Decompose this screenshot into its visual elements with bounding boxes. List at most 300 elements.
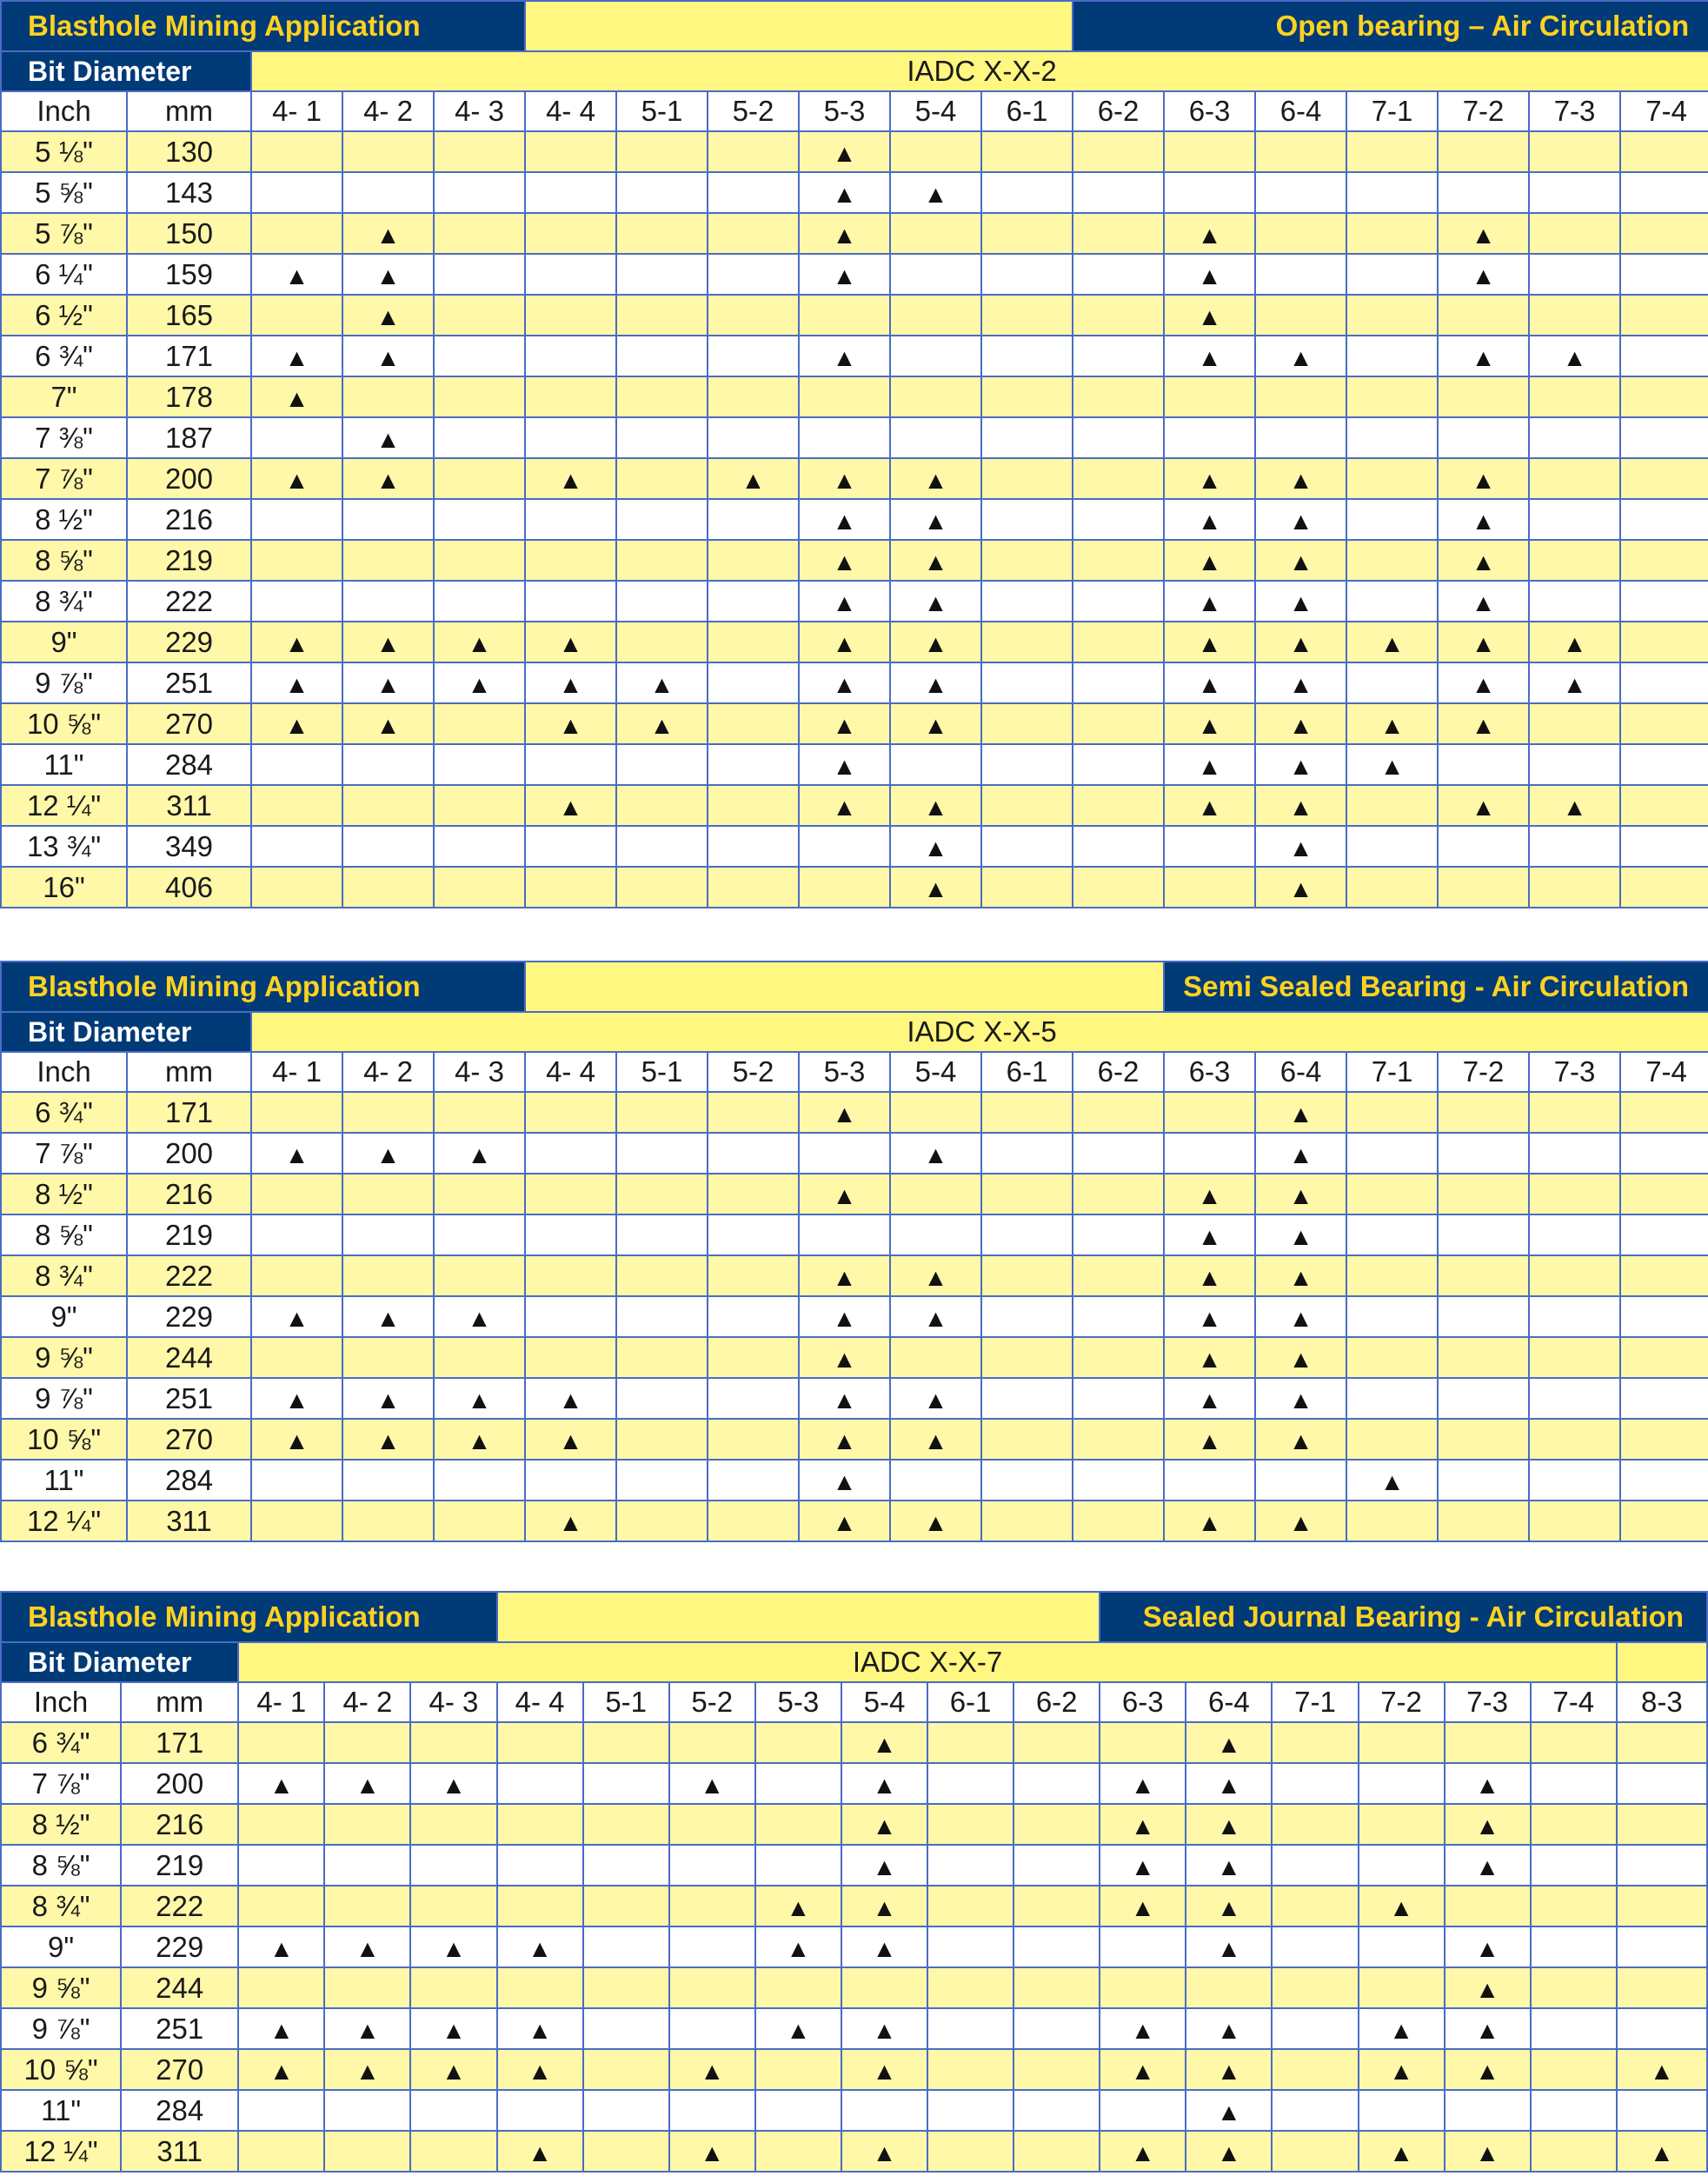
triangle-mark-icon: ▲ bbox=[1197, 1386, 1222, 1414]
triangle-mark-icon: ▲ bbox=[1197, 466, 1222, 494]
availability-cell bbox=[1073, 1337, 1164, 1378]
availability-cell bbox=[1073, 662, 1164, 703]
table-row bbox=[1, 458, 1708, 499]
availability-cell bbox=[1272, 2090, 1358, 2131]
mm-cell: 171 bbox=[127, 1092, 251, 1133]
availability-cell bbox=[616, 1255, 708, 1296]
availability-cell bbox=[1164, 1133, 1255, 1174]
availability-cell bbox=[799, 867, 890, 908]
mm-cell: 406 bbox=[127, 867, 251, 908]
availability-cell bbox=[1620, 1460, 1708, 1501]
triangle-mark-icon: ▲ bbox=[923, 1508, 948, 1536]
availability-cell bbox=[1531, 2008, 1617, 2049]
availability-cell bbox=[616, 581, 708, 622]
mm-cell: 143 bbox=[127, 172, 251, 213]
availability-cell bbox=[583, 1886, 669, 1926]
triangle-mark-icon: ▲ bbox=[923, 834, 948, 862]
inch-cell: 8 ¾" bbox=[1, 581, 127, 622]
availability-cell bbox=[410, 1804, 496, 1845]
triangle-mark-icon: ▲ bbox=[1288, 1181, 1313, 1209]
triangle-mark-icon: ▲ bbox=[649, 711, 675, 739]
triangle-mark-icon: ▲ bbox=[923, 466, 948, 494]
availability-cell bbox=[708, 295, 799, 336]
availability-cell bbox=[841, 2008, 927, 2049]
availability-cell bbox=[1255, 1419, 1346, 1460]
availability-cell bbox=[238, 1967, 324, 2008]
availability-cell bbox=[251, 1255, 342, 1296]
triangle-mark-icon: ▲ bbox=[558, 1427, 583, 1454]
table-row bbox=[1, 662, 1708, 703]
availability-cell bbox=[251, 1174, 342, 1214]
availability-cell bbox=[1529, 622, 1620, 662]
triangle-mark-icon: ▲ bbox=[1475, 2057, 1500, 2085]
availability-cell bbox=[1617, 1845, 1707, 1886]
triangle-mark-icon: ▲ bbox=[1288, 711, 1313, 739]
availability-cell bbox=[890, 458, 981, 499]
table-row bbox=[1, 1214, 1708, 1255]
availability-cell bbox=[799, 172, 890, 213]
iadc-column-header: 8-3 bbox=[1617, 1682, 1707, 1722]
availability-cell bbox=[434, 744, 525, 785]
availability-cell bbox=[525, 662, 616, 703]
mm-cell: 270 bbox=[121, 2049, 238, 2090]
availability-cell bbox=[525, 213, 616, 254]
availability-cell bbox=[434, 1419, 525, 1460]
triangle-mark-icon: ▲ bbox=[528, 1934, 552, 1962]
availability-cell bbox=[525, 867, 616, 908]
availability-cell bbox=[981, 1419, 1073, 1460]
availability-cell bbox=[1100, 1926, 1186, 1967]
triangle-mark-icon: ▲ bbox=[1288, 875, 1313, 902]
iadc-column-header: 5-2 bbox=[669, 1682, 755, 1722]
triangle-mark-icon: ▲ bbox=[1130, 1853, 1155, 1880]
availability-cell bbox=[1531, 1722, 1617, 1763]
availability-cell bbox=[1438, 744, 1529, 785]
availability-cell bbox=[251, 826, 342, 867]
table-row bbox=[1, 1967, 1707, 2008]
availability-cell bbox=[1164, 1337, 1255, 1378]
availability-cell bbox=[1445, 1804, 1531, 1845]
iadc-column-header: 7-1 bbox=[1346, 91, 1438, 131]
table-row bbox=[1, 1845, 1707, 1886]
availability-cell bbox=[1359, 1926, 1445, 1967]
availability-cell bbox=[238, 1886, 324, 1926]
column-header-row bbox=[1, 1052, 1708, 1092]
column-header-row bbox=[1, 1682, 1707, 1722]
availability-cell bbox=[583, 1763, 669, 1804]
triangle-mark-icon: ▲ bbox=[528, 2057, 552, 2085]
availability-cell bbox=[1529, 581, 1620, 622]
triangle-mark-icon: ▲ bbox=[832, 589, 857, 616]
inch-cell: 8 ⅝" bbox=[1, 1845, 121, 1886]
iadc-code-label: IADC X-X-2 bbox=[251, 51, 1708, 91]
triangle-mark-icon: ▲ bbox=[1130, 2139, 1155, 2166]
availability-cell bbox=[1100, 1845, 1186, 1886]
inch-cell: 8 ½" bbox=[1, 1174, 127, 1214]
availability-cell bbox=[251, 213, 342, 254]
availability-cell bbox=[342, 1174, 434, 1214]
iadc-column-header: 7-4 bbox=[1620, 91, 1708, 131]
availability-cell bbox=[525, 254, 616, 295]
availability-cell bbox=[251, 254, 342, 295]
iadc-column-header: 4- 2 bbox=[342, 1052, 434, 1092]
table-row bbox=[1, 213, 1708, 254]
availability-cell bbox=[708, 254, 799, 295]
availability-cell bbox=[1100, 1804, 1186, 1845]
availability-cell bbox=[799, 662, 890, 703]
availability-cell bbox=[1164, 581, 1255, 622]
availability-cell bbox=[434, 867, 525, 908]
availability-cell bbox=[799, 417, 890, 458]
triangle-mark-icon: ▲ bbox=[1217, 2098, 1241, 2126]
availability-cell bbox=[1346, 131, 1438, 172]
availability-cell bbox=[1164, 458, 1255, 499]
triangle-mark-icon: ▲ bbox=[1471, 793, 1496, 821]
availability-cell bbox=[841, 1967, 927, 2008]
table-row bbox=[1, 2049, 1707, 2090]
table-row bbox=[1, 581, 1708, 622]
bit-application-table bbox=[0, 1591, 1708, 2173]
availability-cell bbox=[1346, 458, 1438, 499]
availability-cell bbox=[890, 499, 981, 540]
availability-cell bbox=[1529, 1296, 1620, 1337]
availability-cell bbox=[1617, 2008, 1707, 2049]
triangle-mark-icon: ▲ bbox=[832, 466, 857, 494]
availability-cell bbox=[1438, 376, 1529, 417]
availability-cell bbox=[799, 581, 890, 622]
availability-cell bbox=[238, 1845, 324, 1886]
availability-cell bbox=[1073, 1255, 1164, 1296]
availability-cell bbox=[1445, 1886, 1531, 1926]
triangle-mark-icon: ▲ bbox=[872, 1730, 897, 1758]
availability-cell bbox=[1164, 1092, 1255, 1133]
availability-cell bbox=[525, 540, 616, 581]
availability-cell bbox=[1438, 1419, 1529, 1460]
availability-cell bbox=[1255, 826, 1346, 867]
availability-cell bbox=[1531, 1926, 1617, 1967]
availability-cell bbox=[497, 2090, 583, 2131]
availability-cell bbox=[1186, 1886, 1272, 1926]
availability-cell bbox=[410, 1763, 496, 1804]
triangle-mark-icon: ▲ bbox=[1288, 1304, 1313, 1332]
availability-cell bbox=[927, 1804, 1014, 1845]
availability-cell bbox=[1073, 1214, 1164, 1255]
triangle-mark-icon: ▲ bbox=[1475, 1934, 1500, 1962]
availability-cell bbox=[497, 1886, 583, 1926]
iadc-column-header: 4- 1 bbox=[251, 1052, 342, 1092]
mm-cell: 222 bbox=[127, 581, 251, 622]
availability-cell bbox=[755, 2131, 841, 2172]
availability-cell bbox=[1438, 417, 1529, 458]
triangle-mark-icon: ▲ bbox=[1217, 1771, 1241, 1799]
iadc-column-header: 5-1 bbox=[616, 1052, 708, 1092]
triangle-mark-icon: ▲ bbox=[284, 466, 309, 494]
availability-cell bbox=[324, 2090, 410, 2131]
mm-cell: 150 bbox=[127, 213, 251, 254]
availability-cell bbox=[799, 1255, 890, 1296]
mm-cell: 165 bbox=[127, 295, 251, 336]
availability-cell bbox=[1255, 540, 1346, 581]
availability-cell bbox=[434, 254, 525, 295]
availability-cell bbox=[616, 1501, 708, 1541]
triangle-mark-icon: ▲ bbox=[1197, 221, 1222, 249]
availability-cell bbox=[799, 254, 890, 295]
availability-cell bbox=[1617, 1804, 1707, 1845]
iadc-column-header: 7-2 bbox=[1359, 1682, 1445, 1722]
availability-cell bbox=[799, 131, 890, 172]
triangle-mark-icon: ▲ bbox=[1197, 629, 1222, 657]
availability-cell bbox=[1186, 2090, 1272, 2131]
availability-cell bbox=[238, 2008, 324, 2049]
availability-cell bbox=[841, 1722, 927, 1763]
availability-cell bbox=[1164, 417, 1255, 458]
availability-cell bbox=[1529, 376, 1620, 417]
availability-cell bbox=[434, 458, 525, 499]
availability-cell bbox=[981, 1133, 1073, 1174]
availability-cell bbox=[525, 131, 616, 172]
availability-cell bbox=[1014, 1804, 1100, 1845]
availability-cell bbox=[1073, 581, 1164, 622]
availability-cell bbox=[342, 417, 434, 458]
availability-cell bbox=[841, 2049, 927, 2090]
inch-cell: 12 ¼" bbox=[1, 1501, 127, 1541]
availability-cell bbox=[1164, 213, 1255, 254]
availability-cell bbox=[1164, 1255, 1255, 1296]
availability-cell bbox=[708, 1296, 799, 1337]
availability-cell bbox=[434, 376, 525, 417]
availability-cell bbox=[1617, 1926, 1707, 1967]
availability-cell bbox=[1620, 458, 1708, 499]
availability-cell bbox=[981, 1378, 1073, 1419]
triangle-mark-icon: ▲ bbox=[1562, 343, 1587, 371]
availability-cell bbox=[755, 1926, 841, 1967]
triangle-mark-icon: ▲ bbox=[375, 221, 401, 249]
bit-diameter-label: Bit Diameter bbox=[1, 1012, 251, 1052]
availability-cell bbox=[525, 1174, 616, 1214]
table-row bbox=[1, 826, 1708, 867]
table-row bbox=[1, 254, 1708, 295]
inch-cell: 6 ¾" bbox=[1, 1722, 121, 1763]
mm-cell: 219 bbox=[127, 540, 251, 581]
availability-cell bbox=[1186, 2131, 1272, 2172]
availability-cell bbox=[497, 1722, 583, 1763]
triangle-mark-icon: ▲ bbox=[1379, 752, 1405, 780]
availability-cell bbox=[755, 1967, 841, 2008]
triangle-mark-icon: ▲ bbox=[1197, 262, 1222, 289]
availability-cell bbox=[981, 499, 1073, 540]
triangle-mark-icon: ▲ bbox=[923, 1386, 948, 1414]
availability-cell bbox=[1255, 1174, 1346, 1214]
availability-cell bbox=[981, 622, 1073, 662]
availability-cell bbox=[799, 1378, 890, 1419]
iadc-column-header: 7-4 bbox=[1620, 1052, 1708, 1092]
triangle-mark-icon: ▲ bbox=[923, 670, 948, 698]
triangle-mark-icon: ▲ bbox=[832, 221, 857, 249]
triangle-mark-icon: ▲ bbox=[1197, 1222, 1222, 1250]
iadc-column-header: 5-1 bbox=[616, 91, 708, 131]
availability-cell bbox=[799, 1460, 890, 1501]
triangle-mark-icon: ▲ bbox=[356, 1934, 380, 1962]
availability-cell bbox=[1073, 867, 1164, 908]
availability-cell bbox=[497, 2008, 583, 2049]
triangle-mark-icon: ▲ bbox=[467, 629, 492, 657]
availability-cell bbox=[1346, 1337, 1438, 1378]
triangle-mark-icon: ▲ bbox=[832, 1345, 857, 1373]
availability-cell bbox=[1073, 703, 1164, 744]
availability-cell bbox=[755, 1763, 841, 1804]
availability-cell bbox=[841, 1926, 927, 1967]
open-bearing-section bbox=[0, 0, 1708, 908]
availability-cell bbox=[251, 458, 342, 499]
triangle-mark-icon: ▲ bbox=[1217, 2057, 1241, 2085]
iadc-column-header: 7-2 bbox=[1438, 1052, 1529, 1092]
availability-cell bbox=[1346, 1255, 1438, 1296]
availability-cell bbox=[1255, 1133, 1346, 1174]
availability-cell bbox=[324, 2131, 410, 2172]
availability-cell bbox=[1438, 1255, 1529, 1296]
triangle-mark-icon: ▲ bbox=[284, 384, 309, 412]
availability-cell bbox=[1272, 2008, 1358, 2049]
availability-cell bbox=[1620, 867, 1708, 908]
availability-cell bbox=[890, 1460, 981, 1501]
availability-cell bbox=[981, 703, 1073, 744]
triangle-mark-icon: ▲ bbox=[1197, 1427, 1222, 1454]
availability-cell bbox=[1346, 622, 1438, 662]
availability-cell bbox=[927, 1763, 1014, 1804]
availability-cell bbox=[434, 213, 525, 254]
triangle-mark-icon: ▲ bbox=[1130, 1812, 1155, 1840]
triangle-mark-icon: ▲ bbox=[375, 425, 401, 453]
triangle-mark-icon: ▲ bbox=[356, 1771, 380, 1799]
availability-cell bbox=[497, 1926, 583, 1967]
triangle-mark-icon: ▲ bbox=[1288, 793, 1313, 821]
triangle-mark-icon: ▲ bbox=[923, 875, 948, 902]
inch-cell: 9" bbox=[1, 1296, 127, 1337]
mm-cell: 311 bbox=[127, 1501, 251, 1541]
availability-cell bbox=[1164, 622, 1255, 662]
triangle-mark-icon: ▲ bbox=[1471, 670, 1496, 698]
triangle-mark-icon: ▲ bbox=[741, 466, 766, 494]
triangle-mark-icon: ▲ bbox=[528, 2016, 552, 2044]
availability-cell bbox=[1100, 2090, 1186, 2131]
availability-cell bbox=[708, 1174, 799, 1214]
triangle-mark-icon: ▲ bbox=[649, 670, 675, 698]
availability-cell bbox=[1164, 1214, 1255, 1255]
availability-cell bbox=[525, 744, 616, 785]
availability-cell bbox=[1359, 2049, 1445, 2090]
table-row bbox=[1, 703, 1708, 744]
triangle-mark-icon: ▲ bbox=[442, 2057, 466, 2085]
availability-cell bbox=[616, 867, 708, 908]
table-row bbox=[1, 622, 1708, 662]
availability-cell bbox=[981, 172, 1073, 213]
availability-cell bbox=[981, 785, 1073, 826]
availability-cell bbox=[799, 1214, 890, 1255]
availability-cell bbox=[1438, 1378, 1529, 1419]
availability-cell bbox=[1531, 1763, 1617, 1804]
triangle-mark-icon: ▲ bbox=[1475, 2016, 1500, 2044]
inch-cell: 8 ⅝" bbox=[1, 540, 127, 581]
table-row bbox=[1, 1804, 1707, 1845]
bit-diameter-label: Bit Diameter bbox=[1, 51, 251, 91]
availability-cell bbox=[890, 417, 981, 458]
availability-cell bbox=[434, 131, 525, 172]
banner-spacer bbox=[497, 1592, 1100, 1642]
availability-cell bbox=[1164, 662, 1255, 703]
availability-cell bbox=[1529, 1501, 1620, 1541]
mm-column-header: mm bbox=[127, 1052, 251, 1092]
availability-cell bbox=[1620, 744, 1708, 785]
availability-cell bbox=[1255, 336, 1346, 376]
availability-cell bbox=[1255, 1296, 1346, 1337]
availability-cell bbox=[525, 295, 616, 336]
availability-cell bbox=[1014, 2049, 1100, 2090]
availability-cell bbox=[1617, 1722, 1707, 1763]
triangle-mark-icon: ▲ bbox=[1471, 221, 1496, 249]
availability-cell bbox=[1073, 1174, 1164, 1214]
availability-cell bbox=[616, 499, 708, 540]
availability-cell bbox=[1186, 1763, 1272, 1804]
table-row bbox=[1, 1296, 1708, 1337]
availability-cell bbox=[616, 376, 708, 417]
bit-application-table bbox=[0, 961, 1708, 1542]
availability-cell bbox=[1346, 826, 1438, 867]
triangle-mark-icon: ▲ bbox=[375, 1427, 401, 1454]
availability-cell bbox=[1272, 2131, 1358, 2172]
mm-cell: 229 bbox=[121, 1926, 238, 1967]
triangle-mark-icon: ▲ bbox=[1197, 1508, 1222, 1536]
availability-cell bbox=[981, 1501, 1073, 1541]
table-row bbox=[1, 376, 1708, 417]
triangle-mark-icon: ▲ bbox=[1288, 629, 1313, 657]
triangle-mark-icon: ▲ bbox=[375, 303, 401, 330]
availability-cell bbox=[1272, 1763, 1358, 1804]
mm-cell: 311 bbox=[121, 2131, 238, 2172]
availability-cell bbox=[434, 1460, 525, 1501]
availability-cell bbox=[708, 131, 799, 172]
availability-cell bbox=[708, 1501, 799, 1541]
availability-cell bbox=[1438, 172, 1529, 213]
availability-cell bbox=[1255, 172, 1346, 213]
mm-cell: 284 bbox=[121, 2090, 238, 2131]
table-row bbox=[1, 1419, 1708, 1460]
availability-cell bbox=[1100, 1763, 1186, 1804]
availability-cell bbox=[890, 295, 981, 336]
inch-cell: 7" bbox=[1, 376, 127, 417]
availability-cell bbox=[1346, 295, 1438, 336]
triangle-mark-icon: ▲ bbox=[1650, 2057, 1674, 2085]
availability-cell bbox=[1014, 2008, 1100, 2049]
triangle-mark-icon: ▲ bbox=[1197, 752, 1222, 780]
availability-cell bbox=[708, 1419, 799, 1460]
availability-cell bbox=[981, 458, 1073, 499]
availability-cell bbox=[1164, 703, 1255, 744]
availability-cell bbox=[1073, 376, 1164, 417]
availability-cell bbox=[890, 336, 981, 376]
availability-cell bbox=[1186, 1926, 1272, 1967]
availability-cell bbox=[1445, 2131, 1531, 2172]
iadc-column-header: 4- 3 bbox=[410, 1682, 496, 1722]
availability-cell bbox=[1438, 1460, 1529, 1501]
mm-cell: 216 bbox=[121, 1804, 238, 1845]
availability-cell bbox=[583, 2131, 669, 2172]
triangle-mark-icon: ▲ bbox=[923, 793, 948, 821]
iadc-column-header: 4- 1 bbox=[251, 91, 342, 131]
triangle-mark-icon: ▲ bbox=[700, 1771, 725, 1799]
availability-cell bbox=[890, 254, 981, 295]
availability-cell bbox=[1073, 499, 1164, 540]
availability-cell bbox=[238, 1763, 324, 1804]
